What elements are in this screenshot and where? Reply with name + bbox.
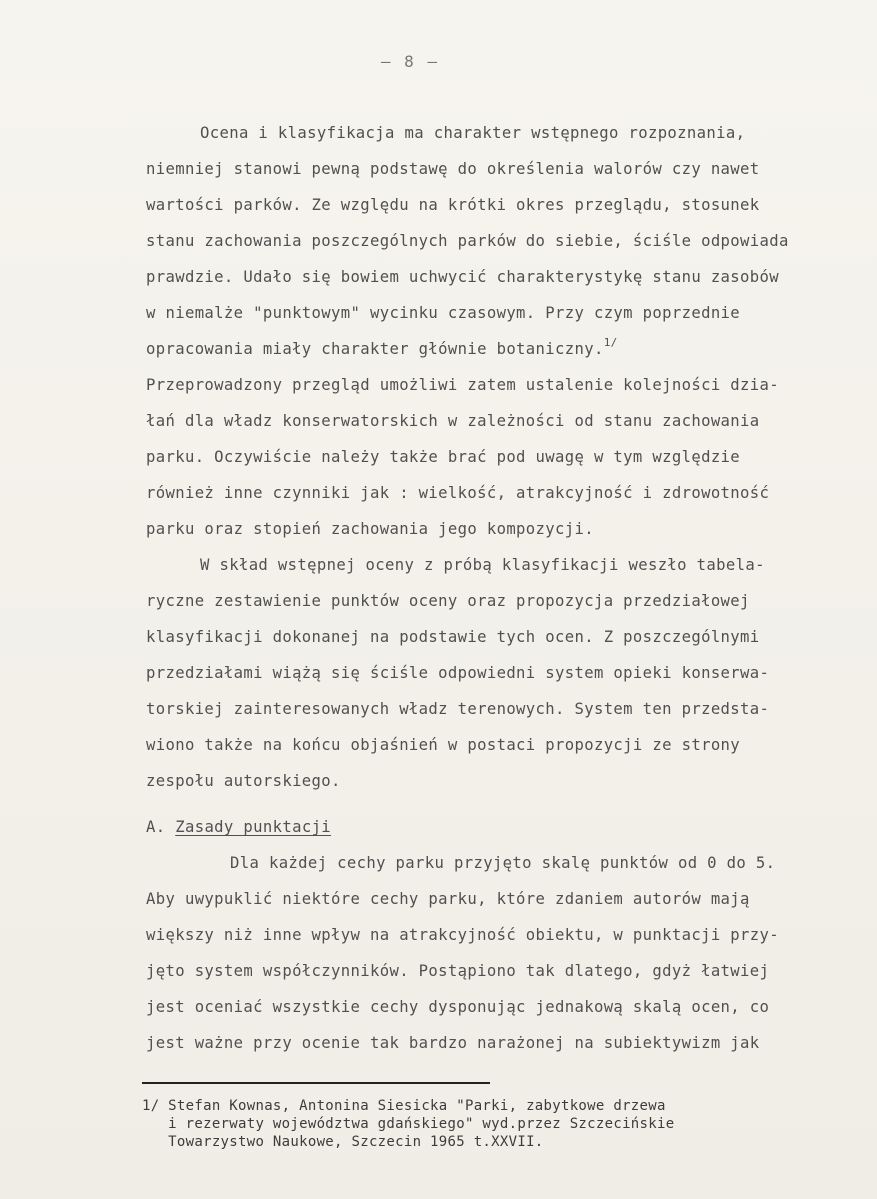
paragraph-3-line: ryczne zestawienie punktów oceny oraz propozycja przedziałowej [146, 592, 750, 610]
paragraph-2-line: również inne czynniki jak : wielkość, atrakcyjność i zdrowotność [146, 484, 770, 502]
section-a-line: jest oceniać wszystkie cechy dysponując jednakową skalą ocen, co [146, 998, 770, 1016]
paragraph-3-line: torskiej zainteresowanych władz terenowych. System ten przedsta- [146, 700, 770, 718]
paragraph-1-line: stanu zachowania poszczególnych parków do siebie, ściśle odpowiada [146, 232, 789, 250]
paragraph-3-line: zespołu autorskiego. [146, 772, 341, 790]
section-a-line: Dla każdej cechy parku przyjęto skalę punktów od 0 do 5. [230, 854, 776, 872]
paragraph-1-line: prawdzie. Udało się bowiem uchwycić charakterystykę stanu zasobów [146, 268, 779, 286]
paragraph-3-line: klasyfikacji dokonanej na podstawie tych ocen. Z poszczególnymi [146, 628, 760, 646]
section-a-line: jęto system współczynników. Postąpiono tak dlatego, gdyż łatwiej [146, 962, 770, 980]
page-number: – 8 – [380, 52, 440, 71]
footnote-line: i rezerwaty województwa gdańskiego" wyd.przez Szczecińskie [142, 1116, 675, 1132]
section-title: Zasady punktacji [175, 818, 332, 836]
paragraph-1-line: Ocena i klasyfikacja ma charakter wstępnego rozpoznania, [200, 124, 746, 142]
footnote-line: Towarzystwo Naukowe, Szczecin 1965 t.XXVII. [142, 1134, 544, 1150]
paragraph-2-line: parku oraz stopień zachowania jego kompozycji. [146, 520, 594, 538]
paragraph-1-line: wartości parków. Ze względu na krótki okres przeglądu, stosunek [146, 196, 760, 214]
paragraph-3-line: przedziałami wiążą się ściśle odpowiedni system opieki konserwa- [146, 664, 770, 682]
section-a-line: większy niż inne wpływ na atrakcyjność obiektu, w punktacji przy- [146, 926, 779, 944]
paragraph-1-line [146, 336, 618, 358]
footnote-line: 1/ Stefan Kownas, Antonina Siesicka "Parki, zabytkowe drzewa [142, 1098, 666, 1114]
paragraph-2-line: parku. Oczywiście należy także brać pod uwagę w tym względzie [146, 448, 741, 466]
paragraph-1-line: niemniej stanowi pewną podstawę do określenia walorów czy nawet [146, 160, 760, 178]
section-a-line: jest ważne przy ocenie tak bardzo narażonej na subiektywizm jak [146, 1034, 760, 1052]
paragraph-1-line: w niemalże "punktowym" wycinku czasowym. Przy czym poprzednie [146, 304, 741, 322]
section-prefix: A. [146, 818, 166, 836]
paragraph-2-line: Przeprowadzony przegląd umożliwi zatem ustalenie kolejności dzia- [146, 376, 779, 394]
footnote-separator [142, 1082, 490, 1084]
paragraph-3-line: W skład wstępnej oceny z próbą klasyfikacji weszło tabela- [200, 556, 765, 574]
footnote-reference: 1/ [603, 336, 618, 349]
section-a-line: Aby uwypuklić niektóre cechy parku, które zdaniem autorów mają [146, 890, 750, 908]
section-heading [146, 818, 331, 836]
paragraph-3-line: wiono także na końcu objaśnień w postaci propozycji ze strony [146, 736, 741, 754]
paragraph-1-last-line-text: opracowania miały charakter głównie botaniczny. [146, 340, 604, 358]
paragraph-2-line: łań dla władz konserwatorskich w zależności od stanu zachowania [146, 412, 760, 430]
